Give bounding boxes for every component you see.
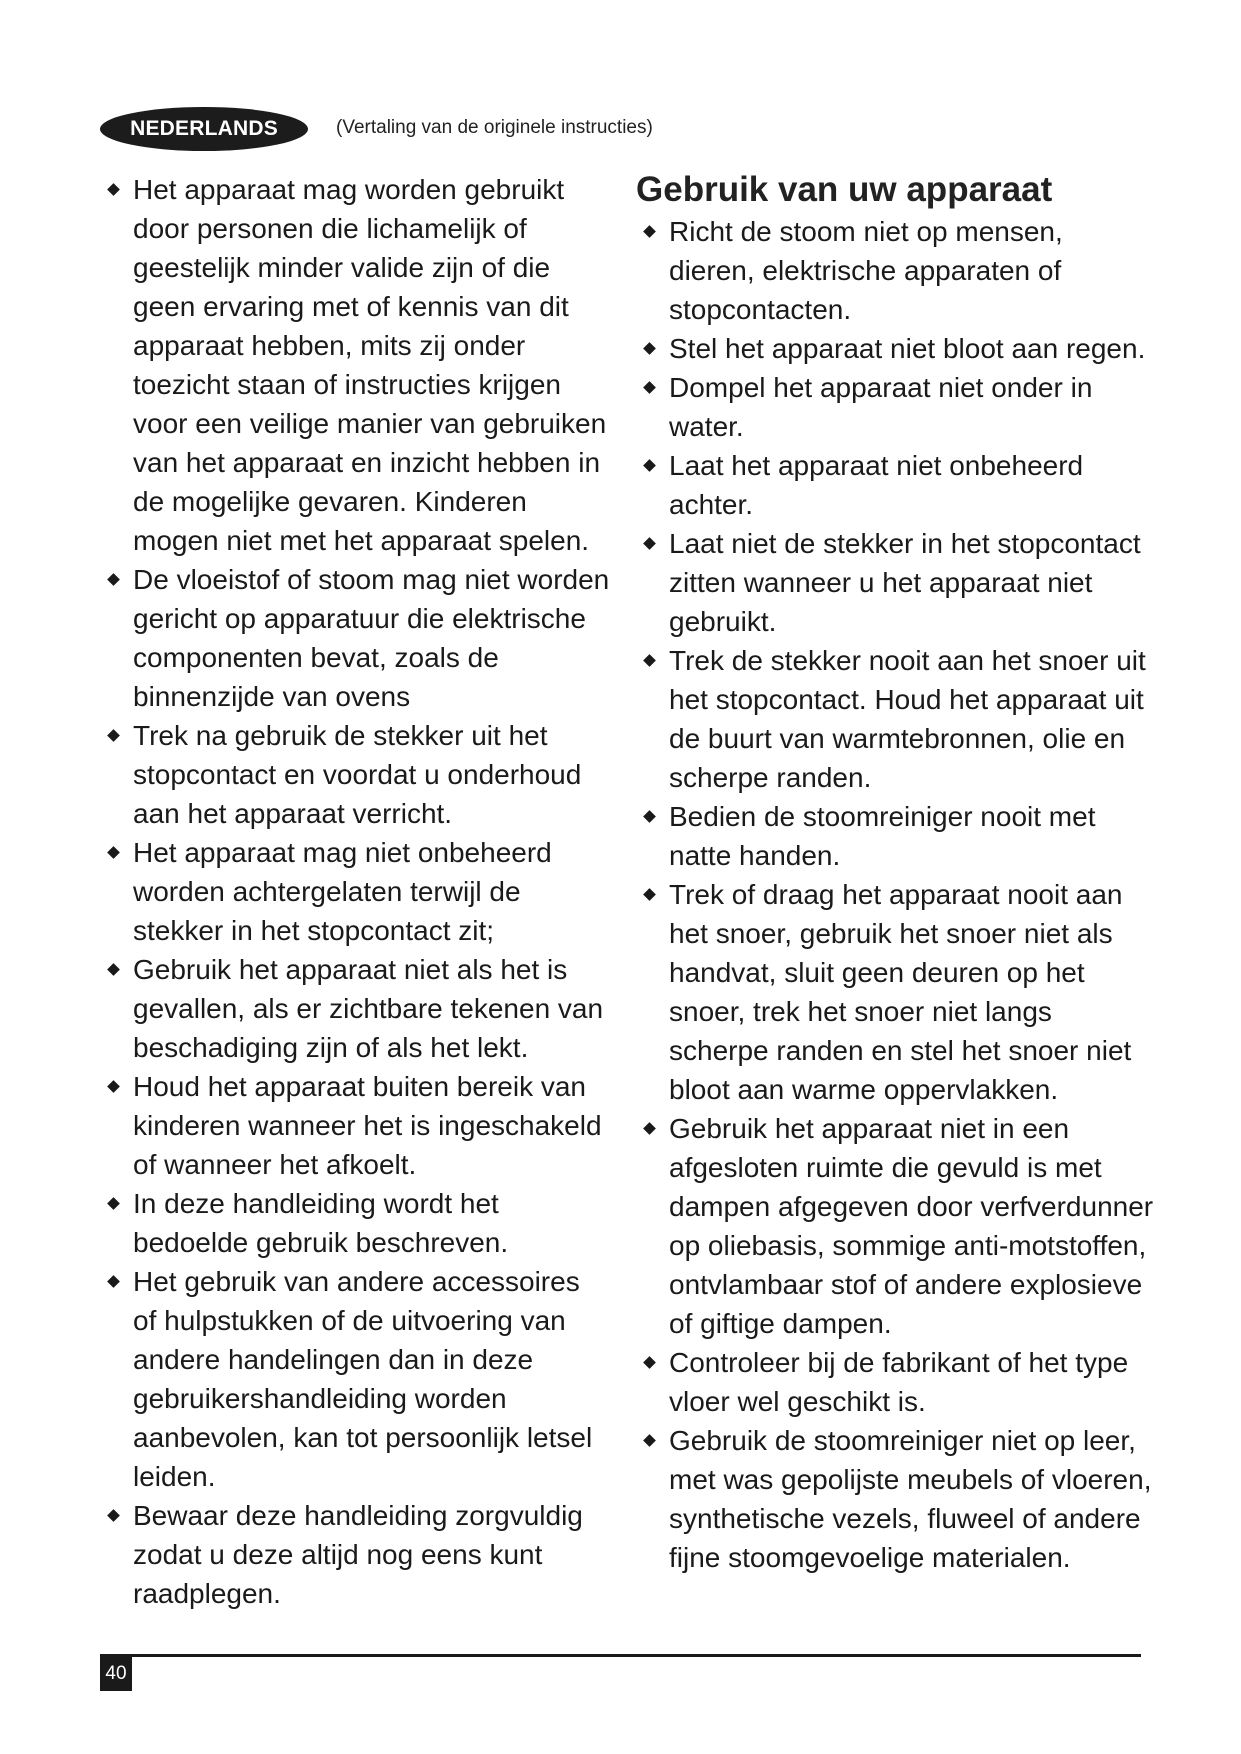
- list-item: [636, 368, 1156, 446]
- list-item-text: Gebruik de stoomreiniger niet op leer, met was gepolijste meubels of vloeren, synthetische vezels, fluweel of andere fijne stoomgevoelige materialen.: [669, 1425, 1152, 1573]
- list-item-text: Dompel het apparaat niet onder in water.: [669, 372, 1093, 442]
- list-item: [636, 1109, 1156, 1343]
- diamond-bullet-icon: [643, 654, 656, 667]
- list-item: [100, 1067, 610, 1184]
- list-item-text: De vloeistof of stoom mag niet worden gericht op apparatuur die elektrische componenten bevat, zoals de binnenzijde van ovens: [133, 564, 610, 712]
- list-item-text: Trek de stekker nooit aan het snoer uit het stopcontact. Houd het apparaat uit de buurt van warmtebronnen, olie en scherpe randen.: [669, 645, 1146, 793]
- list-item: [636, 329, 1156, 368]
- list-item-text: Het apparaat mag worden gebruikt door personen die lichamelijk of geestelijk minder valide zijn of die geen ervaring met of kennis van dit apparaat hebben, mits zij onder toezicht staan of instructies krijgen voor een veilige manier van gebruiken van het apparaat en inzicht hebben in de mogelijke gevaren. Kinderen mogen niet met het apparaat spelen.: [133, 174, 607, 556]
- list-item-text: Bewaar deze handleiding zorgvuldig zodat u deze altijd nog eens kunt raadplegen.: [133, 1500, 583, 1609]
- list-item-text: In deze handleiding wordt het bedoelde gebruik beschreven.: [133, 1188, 509, 1258]
- list-item: [636, 875, 1156, 1109]
- diamond-bullet-icon: [107, 183, 120, 196]
- diamond-bullet-icon: [643, 1434, 656, 1447]
- list-item: [100, 170, 610, 560]
- footer-divider: [100, 1654, 1141, 1657]
- diamond-bullet-icon: [643, 381, 656, 394]
- diamond-bullet-icon: [643, 810, 656, 823]
- list-item-text: Laat het apparaat niet onbeheerd achter.: [669, 450, 1084, 520]
- diamond-bullet-icon: [107, 963, 120, 976]
- translation-note: (Vertaling van de originele instructies): [336, 117, 653, 138]
- list-item: [100, 716, 610, 833]
- list-item: [636, 797, 1156, 875]
- diamond-bullet-icon: [107, 573, 120, 586]
- list-item: [636, 446, 1156, 524]
- list-item: [100, 560, 610, 716]
- list-item: [636, 1343, 1156, 1421]
- list-item-text: Houd het apparaat buiten bereik van kinderen wanneer het is ingeschakeld of wanneer het afkoelt.: [133, 1071, 602, 1180]
- diamond-bullet-icon: [643, 1356, 656, 1369]
- list-item-text: Trek of draag het apparaat nooit aan het snoer, gebruik het snoer niet als handvat, sluit geen deuren op het snoer, trek het snoer niet langs scherpe randen en stel het snoer niet bloot aan warme oppervlakken.: [669, 879, 1132, 1105]
- page-number: 40: [100, 1657, 132, 1691]
- list-item: [100, 950, 610, 1067]
- list-item: [636, 212, 1156, 329]
- safety-list-left: [100, 170, 610, 1613]
- diamond-bullet-icon: [643, 459, 656, 472]
- list-item-text: Gebruik het apparaat niet in een afgesloten ruimte die gevuld is met dampen afgegeven door verfverdunner op oliebasis, sommige anti-motstoffen, ontvlambaar stof of andere explosieve of giftige dampen.: [669, 1113, 1154, 1339]
- diamond-bullet-icon: [643, 225, 656, 238]
- right-column: [636, 170, 1156, 1577]
- diamond-bullet-icon: [643, 342, 656, 355]
- list-item-text: Het gebruik van andere accessoires of hulpstukken of de uitvoering van andere handelingen dan in deze gebruikershandleiding worden aanbevolen, kan tot persoonlijk letsel leiden.: [133, 1266, 593, 1492]
- list-item-text: Bedien de stoomreiniger nooit met natte handen.: [669, 801, 1096, 871]
- list-item: [100, 833, 610, 950]
- diamond-bullet-icon: [107, 1080, 120, 1093]
- list-item-text: Gebruik het apparaat niet als het is gevallen, als er zichtbare tekenen van beschadiging zijn of als het lekt.: [133, 954, 604, 1063]
- list-item: [100, 1262, 610, 1496]
- diamond-bullet-icon: [107, 1509, 120, 1522]
- list-item: [100, 1496, 610, 1613]
- diamond-bullet-icon: [643, 537, 656, 550]
- list-item-text: Het apparaat mag niet onbeheerd worden achtergelaten terwijl de stekker in het stopcontact zit;: [133, 837, 552, 946]
- list-item-text: Laat niet de stekker in het stopcontact zitten wanneer u het apparaat niet gebruikt.: [669, 528, 1141, 637]
- diamond-bullet-icon: [107, 1275, 120, 1288]
- diamond-bullet-icon: [643, 1122, 656, 1135]
- list-item-text: Stel het apparaat niet bloot aan regen.: [669, 333, 1146, 364]
- list-item-text: Controleer bij de fabrikant of het type vloer wel geschikt is.: [669, 1347, 1129, 1417]
- left-column: [100, 170, 610, 1613]
- list-item-text: Trek na gebruik de stekker uit het stopcontact en voordat u onderhoud aan het apparaat verricht.: [133, 720, 582, 829]
- diamond-bullet-icon: [643, 888, 656, 901]
- list-item: [636, 524, 1156, 641]
- list-item: [636, 641, 1156, 797]
- section-title: Gebruik van uw apparaat: [636, 170, 1053, 209]
- list-item: [100, 1184, 610, 1262]
- list-item: [636, 1421, 1156, 1577]
- list-item-text: Richt de stoom niet op mensen, dieren, elektrische apparaten of stopcontacten.: [669, 216, 1063, 325]
- usage-list-right: [636, 212, 1156, 1577]
- diamond-bullet-icon: [107, 729, 120, 742]
- language-badge: NEDERLANDS: [100, 107, 308, 151]
- diamond-bullet-icon: [107, 1197, 120, 1210]
- diamond-bullet-icon: [107, 846, 120, 859]
